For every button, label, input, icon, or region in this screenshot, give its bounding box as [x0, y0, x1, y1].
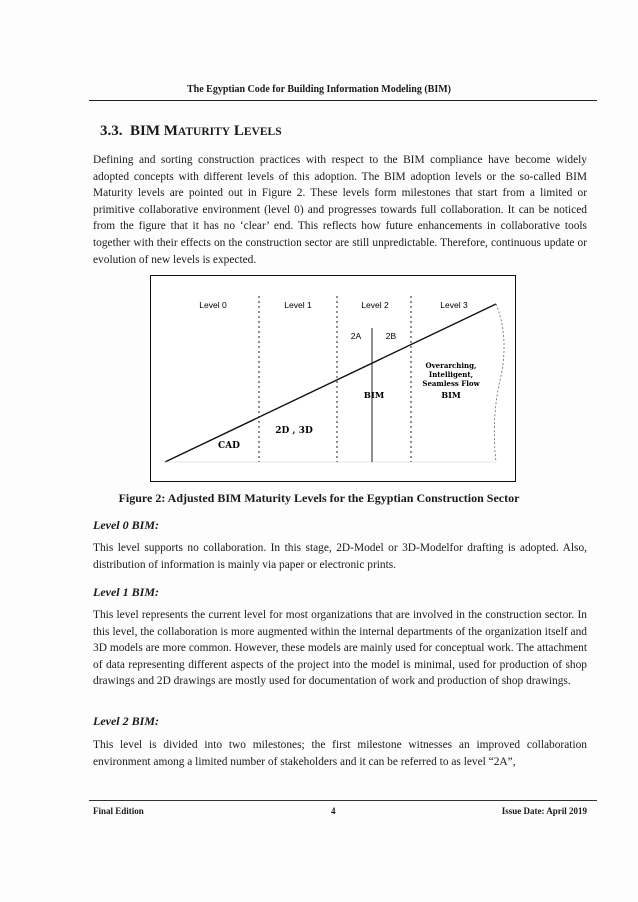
footer-rule — [89, 800, 597, 801]
level1-heading: Level 1 BIM: — [93, 585, 159, 599]
level2b-label: 2B — [385, 331, 397, 341]
level2-label: Level 2 — [361, 300, 389, 310]
level3-desc-line1: Overarching, — [425, 361, 477, 370]
level0-label: Level 0 — [199, 300, 227, 310]
figure-caption: Figure 2: Adjusted BIM Maturity Levels for the Egyptian Construction Sector — [118, 491, 520, 505]
level2-text: This level is divided into two milestones; the first milestone witnesses an improved collaboration environment among a limited number of stakeholders and it can be referred to as level “2A”, — [93, 739, 587, 768]
running-header: The Egyptian Code for Building Information Modeling (BIM) — [186, 84, 451, 95]
footer-edition: Final Edition — [93, 806, 144, 816]
level0-text: This level supports no collaboration. In this stage, 2D-Model or 3D-Modelfor drafting is adopted. Also, distribution of information is mainly via paper or electronic prints. — [93, 542, 587, 571]
level2-heading: Level 2 BIM: — [93, 714, 159, 728]
open-end-curve — [494, 304, 504, 462]
cad-label: CAD — [218, 441, 240, 451]
bim-maturity-diagram — [151, 276, 515, 481]
level3-desc-line4: BIM — [441, 390, 461, 400]
level2a-label: 2A — [350, 331, 362, 341]
level3-desc-line2: Intelligent, — [428, 370, 474, 379]
section-heading: BIM MATURITY LEVELS — [130, 123, 282, 139]
bim-maturity-figure — [150, 275, 516, 482]
section-number: 3.3. — [100, 123, 123, 139]
footer-page-number: 4 — [331, 806, 336, 816]
level0-heading: Level 0 BIM: — [93, 518, 159, 532]
section-title — [100, 123, 282, 140]
level3-desc-line3: Seamless Flow — [422, 379, 480, 388]
level1-label: Level 1 — [284, 300, 312, 310]
level1-text: This level represents the current level for most organizations that are involved in the construction sector. In this level, the collaboration is more augmented within the internal departments of the organization itself and 3D models are more common. However, these models are mainly used for conceptual work. The attachment of data representing different aspects of the project into the model is minimal, used for production of shop drawings and 2D drawings are mostly used for documentation of work and production of shop drawings. — [93, 609, 587, 688]
footer-issue-date: Issue Date: April 2019 — [501, 806, 587, 816]
2d-3d-label: 2D , 3D — [275, 426, 313, 436]
bim-label: BIM — [363, 391, 385, 401]
intro-paragraph: Defining and sorting construction practices with respect to the BIM compliance have become widely adopted concepts with different levels of this adoption. The BIM adoption levels or the so-called BIM Maturity levels are pointed out in Figure 2. These levels form milestones that start from a limited or primitive collaborative environment (level 0) and progresses towards full collaboration. It can be noticed from the figure that it has no ‘clear’ end. This reflects how future enhancements in collaborative tools together with their effects on the construction sector are still unpredictable. Therefore, continuous update or evolution of new levels is expected. — [93, 154, 587, 266]
level3-label: Level 3 — [440, 300, 468, 310]
header-rule — [89, 100, 597, 101]
